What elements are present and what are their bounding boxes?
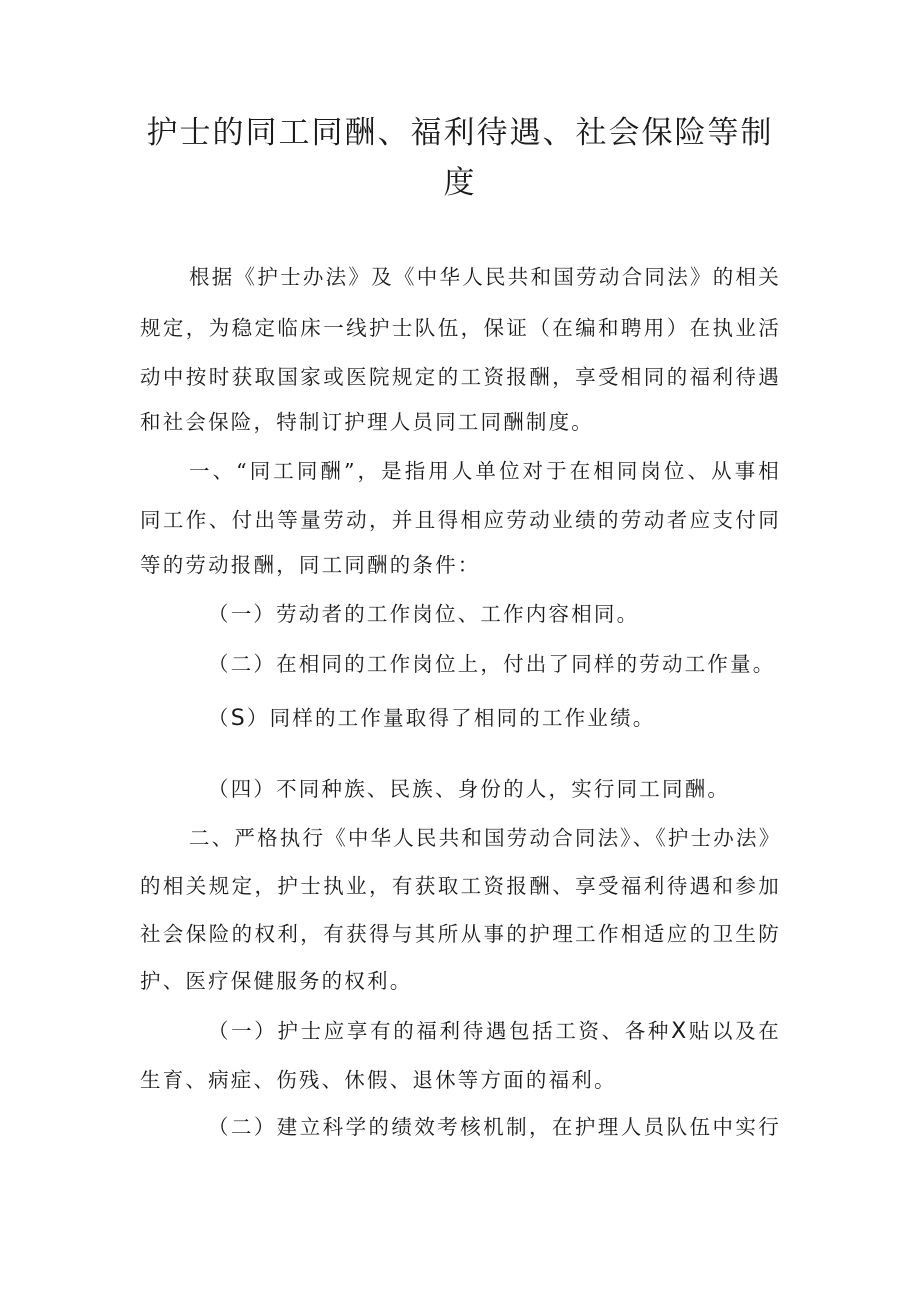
paragraph-3-line-3: 社会保险的权利，有获得与其所从事的护理工作相适应的卫生防 bbox=[140, 922, 781, 946]
title-line-2: 度 bbox=[443, 165, 477, 201]
paragraph-4-text-a: （一）护士应享有的福利待遇包括工资、各种 bbox=[208, 1019, 672, 1043]
list-item-4: （四）不同种族、民族、身份的人，实行同工同酬。 bbox=[208, 777, 731, 801]
paragraph-2-line-3: 等的劳动报酬，同工同酬的条件： bbox=[140, 553, 481, 577]
paragraph-2-line-1: 一、“同工同酬”，是指用人单位对于在相同岗位、从事相 bbox=[189, 459, 781, 483]
paragraph-1-line-4: 和社会保险，特制订护理人员同工同酬制度。 bbox=[140, 410, 594, 434]
list-item-1: （一）劳动者的工作岗位、工作内容相同。 bbox=[208, 602, 640, 626]
list-item-3 bbox=[208, 704, 655, 733]
title-line-1: 护士的同工同酬、福利待遇、社会保险等制 bbox=[146, 115, 774, 151]
paragraph-5-line-1: （二）建立科学的绩效考核机制，在护理人员队伍中实行 bbox=[208, 1115, 781, 1139]
paragraph-4-text-b: 贴以及在 bbox=[688, 1019, 781, 1043]
paragraph-4-line-1 bbox=[208, 1017, 781, 1046]
paragraph-4-letter: X bbox=[671, 1019, 689, 1044]
paragraph-4-line-2: 生育、病症、伤残、休假、退休等方面的福利。 bbox=[140, 1068, 617, 1092]
paragraph-3-line-4: 护、医疗保健服务的权利。 bbox=[140, 969, 413, 993]
paragraph-1-line-1: 根据《护士办法》及《中华人民共和国劳动合同法》的相关 bbox=[189, 265, 781, 289]
paragraph-3-line-1: 二、严格执行《中华人民共和国劳动合同法》、《护士办法》 bbox=[189, 826, 782, 850]
document-title bbox=[140, 108, 780, 208]
paragraph-3-line-2: 的相关规定，护士执业，有获取工资报酬、享受福利待遇和参加 bbox=[140, 874, 781, 898]
list-item-3-letter: S bbox=[230, 706, 247, 731]
paragraph-2-line-2: 同工作、付出等量劳动，并且得相应劳动业绩的劳动者应支付同 bbox=[140, 508, 781, 532]
paragraph-1-line-3: 动中按时获取国家或医院规定的工资报酬，享受相同的福利待遇 bbox=[140, 365, 781, 389]
list-item-3-text: ）同样的工作量取得了相同的工作业绩。 bbox=[246, 706, 656, 730]
list-item-2: （二）在相同的工作岗位上，付出了同样的劳动工作量。 bbox=[208, 652, 776, 676]
paragraph-1-line-2: 规定，为稳定临床一线护士队伍，保证（在编和聘用）在执业活 bbox=[140, 316, 781, 340]
list-item-3-open: （ bbox=[208, 706, 231, 730]
